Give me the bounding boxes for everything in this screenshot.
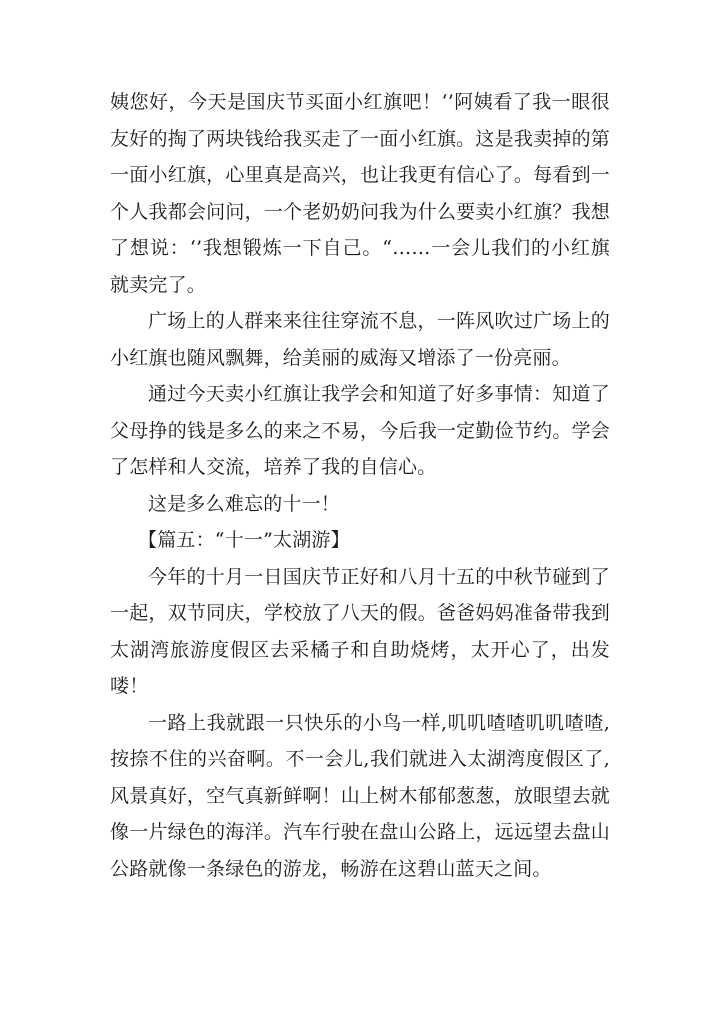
paragraph-continued: 姨您好，今天是国庆节买面小红旗吧！‘’阿姨看了我一眼很友好的掏了两块钱给我买走了一面小红旗。这是我卖掉的第一面小红旗，心里真是高兴，也让我更有信心了。每看到一个人我都会问问，一个老奶奶问我为什么要卖小红旗？我想了想说：‘’我想锻炼一下自己。“……一会儿我们的小红旗就卖完了。 [110,91,610,296]
paragraph-holiday: 今年的十月一日国庆节正好和八月十五的中秋节碰到了一起，双节同庆，学校放了八天的假。爸爸妈妈准备带我到太湖湾旅游度假区去采橘子和自助烧烤，太开心了，出发喽！ [110,565,610,697]
paragraph-journey: 一路上我就跟一只快乐的小鸟一样,叽叽喳喳叽叽喳喳,按捺不住的兴奋啊。不一会儿,我们就进入太湖湾度假区了,风景真好，空气真新鲜啊！山上树木郁郁葱葱，放眼望去就像一片绿色的海洋。汽车行驶在盘山公路上，远远望去盘山公路就像一条绿色的游龙，畅游在这碧山蓝天之间。 [110,711,610,880]
paragraph-memorable: 这是多么难忘的十一！ [148,492,341,515]
document-body [110,84,610,887]
paragraph-square: 广场上的人群来来往往穿流不息，一阵风吹过广场上的小红旗也随风飘舞，给美丽的威海又增添了一份亮丽。 [110,310,610,369]
paragraph-lesson: 通过今天卖小红旗让我学会和知道了好多事情：知道了父母挣的钱是多么的来之不易，今后我一定勤俭节约。学会了怎样和人交流，培养了我的自信心。 [110,383,610,478]
section-heading: 【篇五：“十一”太湖游】 [138,529,350,551]
